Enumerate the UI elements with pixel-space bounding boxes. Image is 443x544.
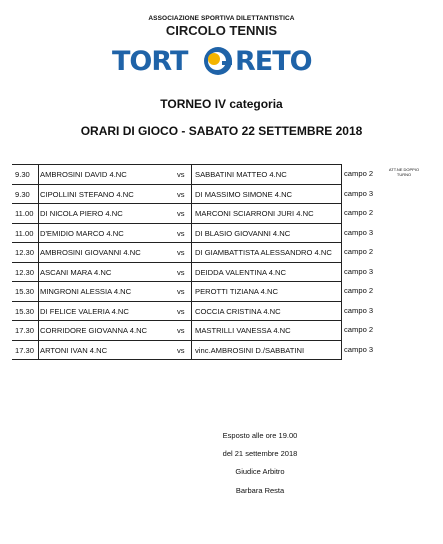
match-time: 9.30 <box>15 189 30 199</box>
player-one: AMBROSINI DAVID 4.NC <box>40 170 127 179</box>
tennis-ball-icon <box>202 44 234 78</box>
court-label: campo 3 <box>344 305 374 315</box>
match-time: 15.30 <box>15 306 35 316</box>
player-two: COCCIA CRISTINA 4.NC <box>195 306 281 316</box>
court-label: campo 3 <box>344 188 374 198</box>
versus-label: vs <box>177 248 185 257</box>
versus-label: vs <box>177 306 185 316</box>
court-label: campo 3 <box>344 227 374 237</box>
versus-label: vs <box>177 326 185 335</box>
player-two: vinc.AMBROSINI D./SABBATINI <box>195 345 305 355</box>
tournament-title: TORNEO IV categoria <box>160 97 283 111</box>
schedule-table <box>12 164 342 360</box>
court-column <box>344 164 384 359</box>
match-time: 17.30 <box>15 326 35 335</box>
logo-text-right: RETO <box>235 46 312 77</box>
match-time: 12.30 <box>15 248 35 257</box>
match-time: 11.00 <box>15 209 34 218</box>
match-time: 17.30 <box>15 345 35 355</box>
referee-name: Barbara Resta <box>235 486 285 495</box>
court-label: campo 2 <box>344 247 374 256</box>
player-two: DI MASSIMO SIMONE 4.NC <box>195 189 293 199</box>
posted-date: del 21 settembre 2018 <box>222 449 298 458</box>
referee-title: Giudice Arbitro <box>235 467 285 476</box>
posted-time: Esposto alle ore 19.00 <box>222 431 298 440</box>
match-time: 12.30 <box>15 267 35 277</box>
player-two: MASTRILLI VANESSA 4.NC <box>195 326 291 335</box>
match-time: 11.00 <box>15 228 34 238</box>
match-time: 15.30 <box>15 287 35 296</box>
association-name: ASSOCIAZIONE SPORTIVA DILETTANTISTICA <box>148 15 295 22</box>
court-label: campo 2 <box>344 325 374 334</box>
court-label: campo 3 <box>344 344 374 354</box>
player-two: DI BLASIO GIOVANNI 4.NC <box>195 228 291 238</box>
player-two: MARCONI SCIARRONI JURI 4.NC <box>195 209 314 218</box>
logo-text-left: TORT <box>112 46 188 77</box>
club-logo <box>112 44 332 80</box>
versus-label: vs <box>177 189 185 199</box>
player-one: MINGRONI ALESSIA 4.NC <box>40 287 132 296</box>
table-row <box>12 243 342 263</box>
table-row <box>12 185 342 205</box>
club-name: CIRCOLO TENNIS <box>165 23 278 38</box>
court-label: campo 2 <box>344 208 374 217</box>
table-row <box>12 204 342 224</box>
versus-label: vs <box>177 267 185 277</box>
table-row <box>12 263 342 283</box>
player-one: ASCANI MARA 4.NC <box>40 267 112 277</box>
player-one: ARTONI IVAN 4.NC <box>40 345 108 355</box>
player-one: AMBROSINI GIOVANNI 4.NC <box>40 248 141 257</box>
table-row <box>12 321 342 341</box>
player-one: DI NICOLA PIERO 4.NC <box>40 209 123 218</box>
player-one: D'EMIDIO MARCO 4.NC <box>40 228 124 238</box>
player-two: DEIDDA VALENTINA 4.NC <box>195 267 287 277</box>
player-one: CIPOLLINI STEFANO 4.NC <box>40 189 134 199</box>
table-row <box>12 224 342 244</box>
player-one: CORRIDORE GIOVANNA 4.NC <box>40 326 148 335</box>
match-time: 9.30 <box>15 170 30 179</box>
player-two: PEROTTI TIZIANA 4.NC <box>195 287 278 296</box>
double-turn-note: ATT.NE DOPPIO TURNO <box>388 167 420 177</box>
versus-label: vs <box>177 228 185 238</box>
table-row <box>12 282 342 302</box>
player-two: SABBATINI MATTEO 4.NC <box>195 170 287 179</box>
table-row <box>12 341 342 360</box>
court-label: campo 3 <box>344 266 374 276</box>
versus-label: vs <box>177 345 185 355</box>
table-row <box>12 165 342 185</box>
versus-label: vs <box>177 209 185 218</box>
player-two: DI GIAMBATTISTA ALESSANDRO 4.NC <box>195 248 332 257</box>
versus-label: vs <box>177 170 185 179</box>
player-one: DI FELICE VALERIA 4.NC <box>40 306 129 316</box>
table-row <box>12 302 342 322</box>
schedule-subtitle: ORARI DI GIOCO - SABATO 22 SETTEMBRE 2018 <box>80 124 363 138</box>
court-label: campo 2 <box>344 169 374 178</box>
court-label: campo 2 <box>344 286 374 295</box>
versus-label: vs <box>177 287 185 296</box>
